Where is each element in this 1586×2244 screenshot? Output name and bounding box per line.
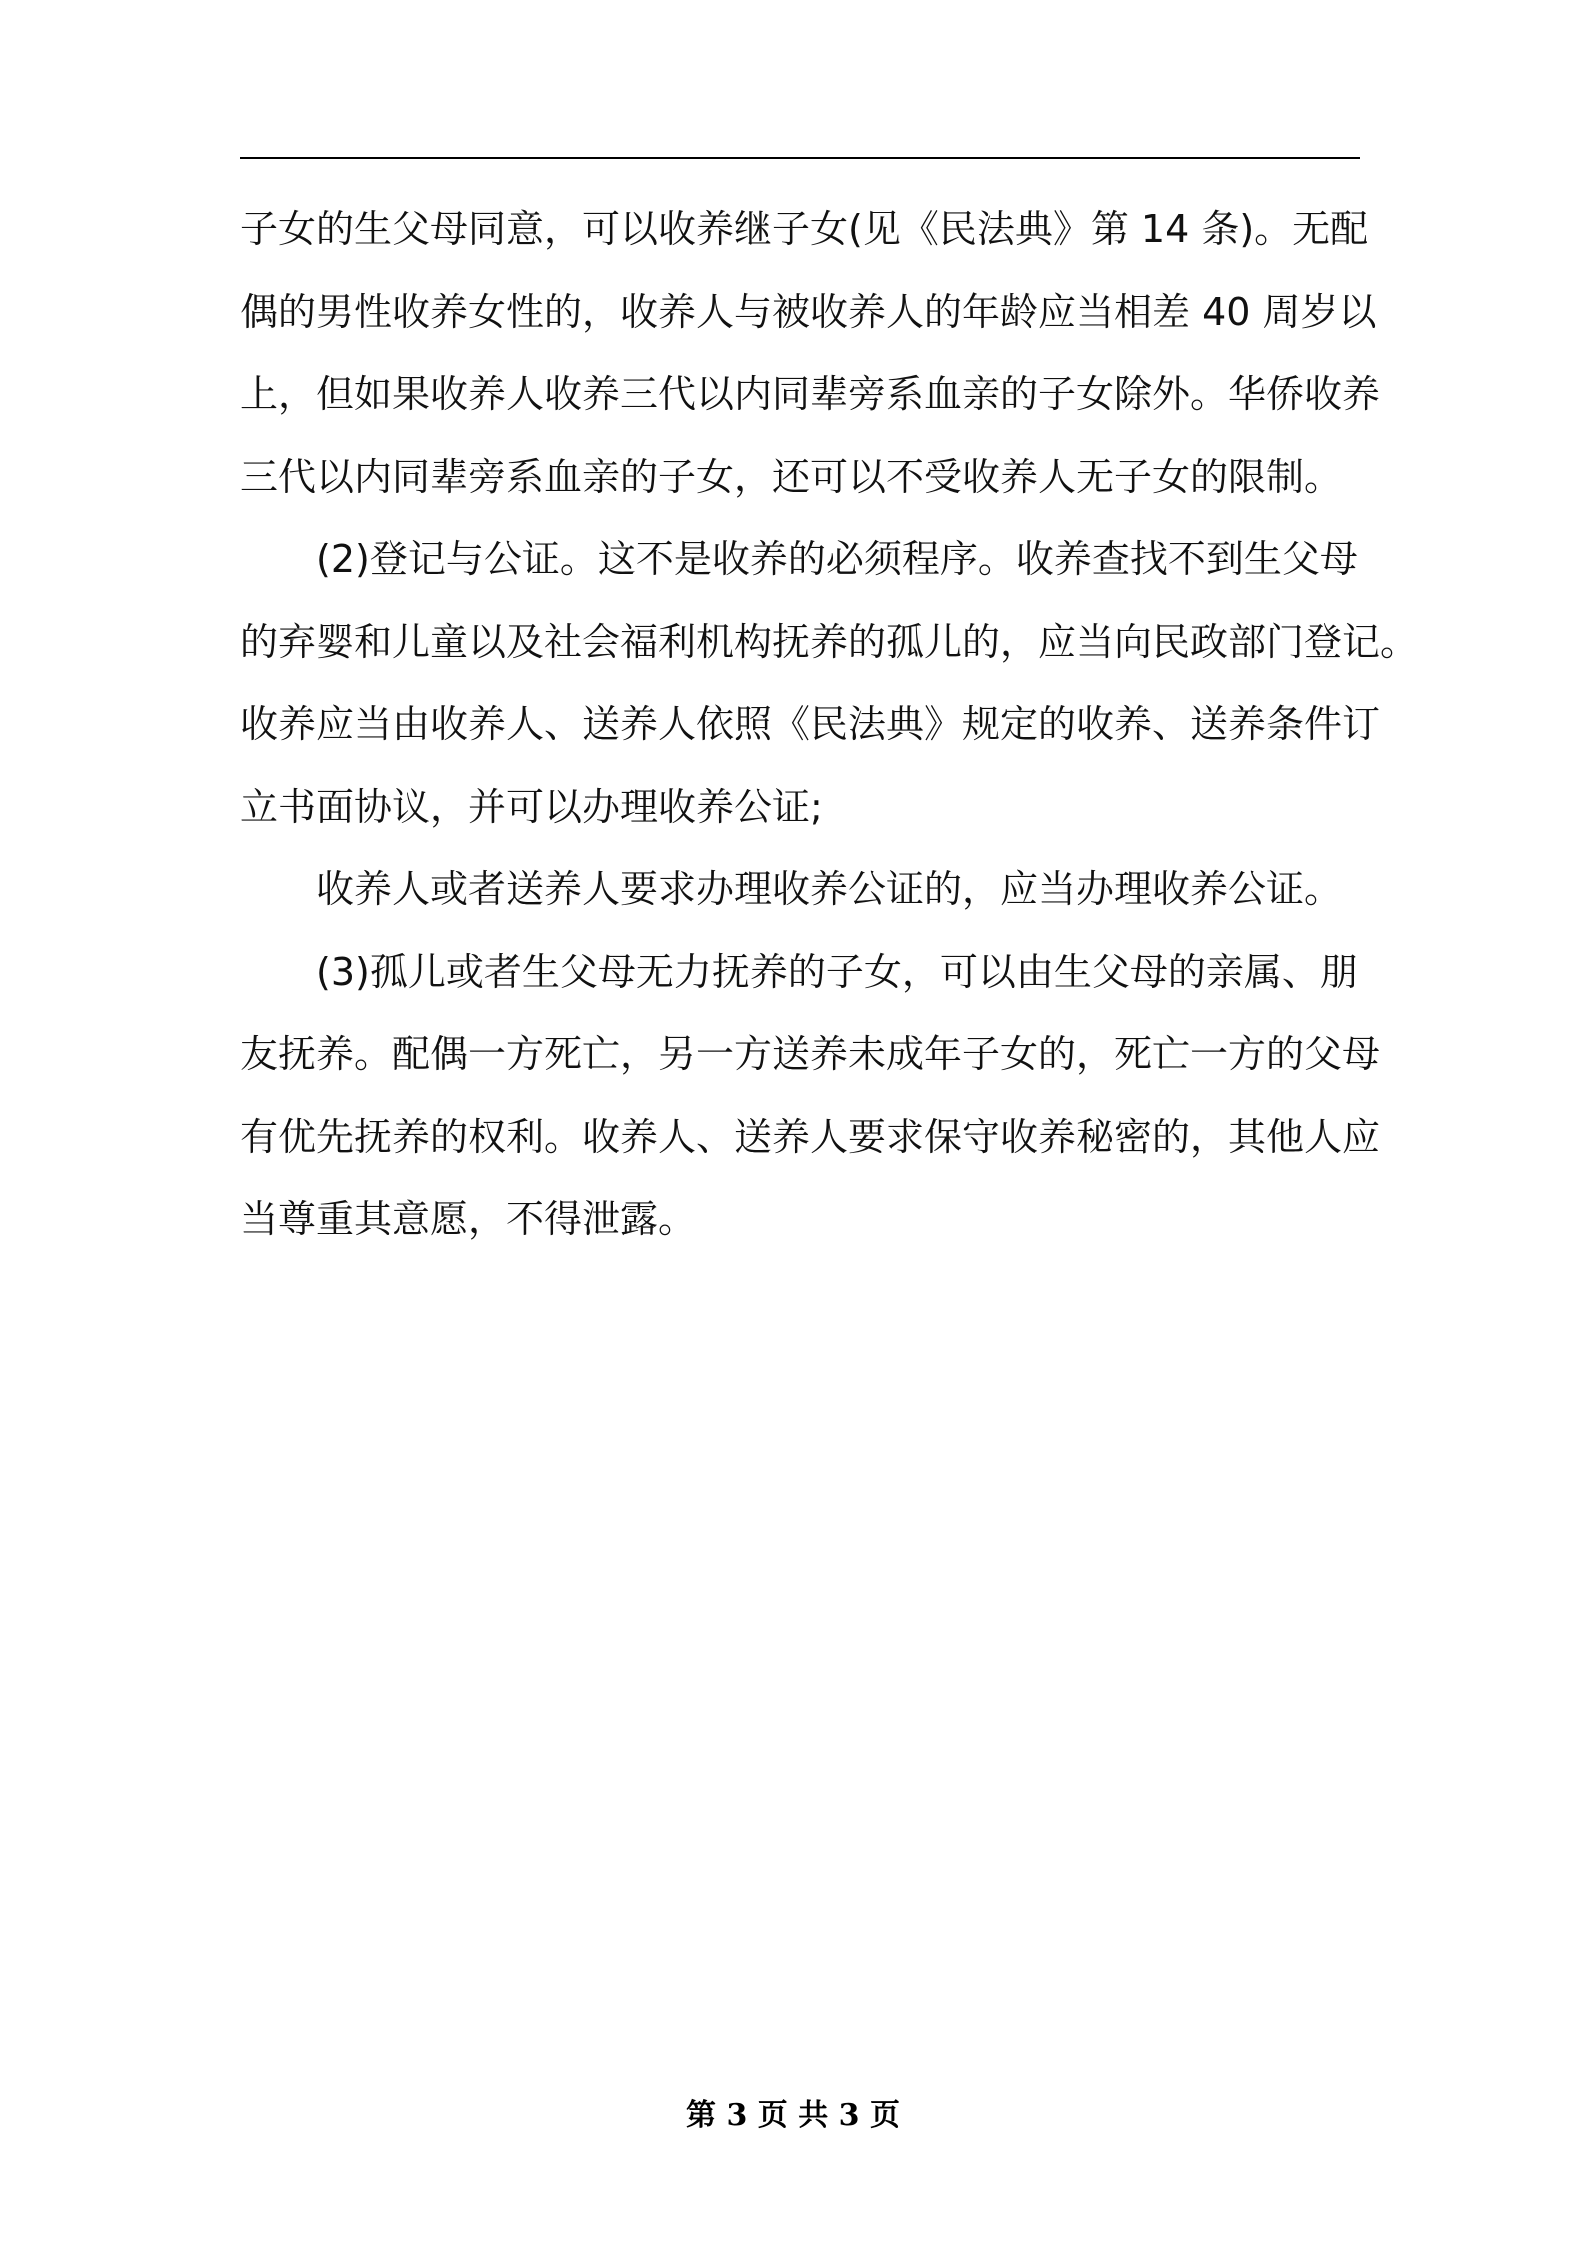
text-line: 收养应当由收养人、送养人依照《民法典》规定的收养、送养条件订 xyxy=(240,702,1381,746)
page-number: 第 3 页 共 3 页 xyxy=(686,2098,900,2133)
text-line: 立书面协议，并可以办理收养公证; xyxy=(240,784,823,829)
text-line: 三代以内同辈旁系血亲的子女，还可以不受收养人无子女的限制。 xyxy=(240,454,1343,499)
paragraph-notarization xyxy=(240,848,1360,931)
paragraph-continuation xyxy=(240,188,1381,518)
text-line: 子女的生父母同意，可以收养继子女(见《民法典》第 14 条)。无配 xyxy=(240,207,1369,251)
header-rule xyxy=(240,157,1360,159)
text-line: 友抚养。配偶一方死亡，另一方送养未成年子女的，死亡一方的父母 xyxy=(240,1032,1381,1076)
paragraph-fostering xyxy=(240,931,1381,1261)
text-line: 当尊重其意愿，不得泄露。 xyxy=(240,1197,697,1241)
text-line: 上，但如果收养人收养三代以内同辈旁系血亲的子女除外。华侨收养 xyxy=(240,372,1381,416)
text-line: 的弃婴和儿童以及社会福利机构抚养的孤儿的，应当向民政部门登记。 xyxy=(240,619,1419,664)
text-line: (2)登记与公证。这不是收养的必须程序。收养查找不到生父母 xyxy=(316,537,1358,581)
document-body xyxy=(240,188,1419,1261)
text-line: 偶的男性收养女性的，收养人与被收养人的年龄应当相差 40 周岁以 xyxy=(240,289,1377,334)
text-line: 收养人或者送养人要求办理收养公证的，应当办理收养公证。 xyxy=(316,867,1343,911)
text-line: (3)孤儿或者生父母无力抚养的子女，可以由生父母的亲属、朋 xyxy=(316,949,1358,994)
paragraph-registration xyxy=(240,518,1419,848)
text-line: 有优先抚养的权利。收养人、送养人要求保守收养秘密的，其他人应 xyxy=(240,1114,1381,1159)
